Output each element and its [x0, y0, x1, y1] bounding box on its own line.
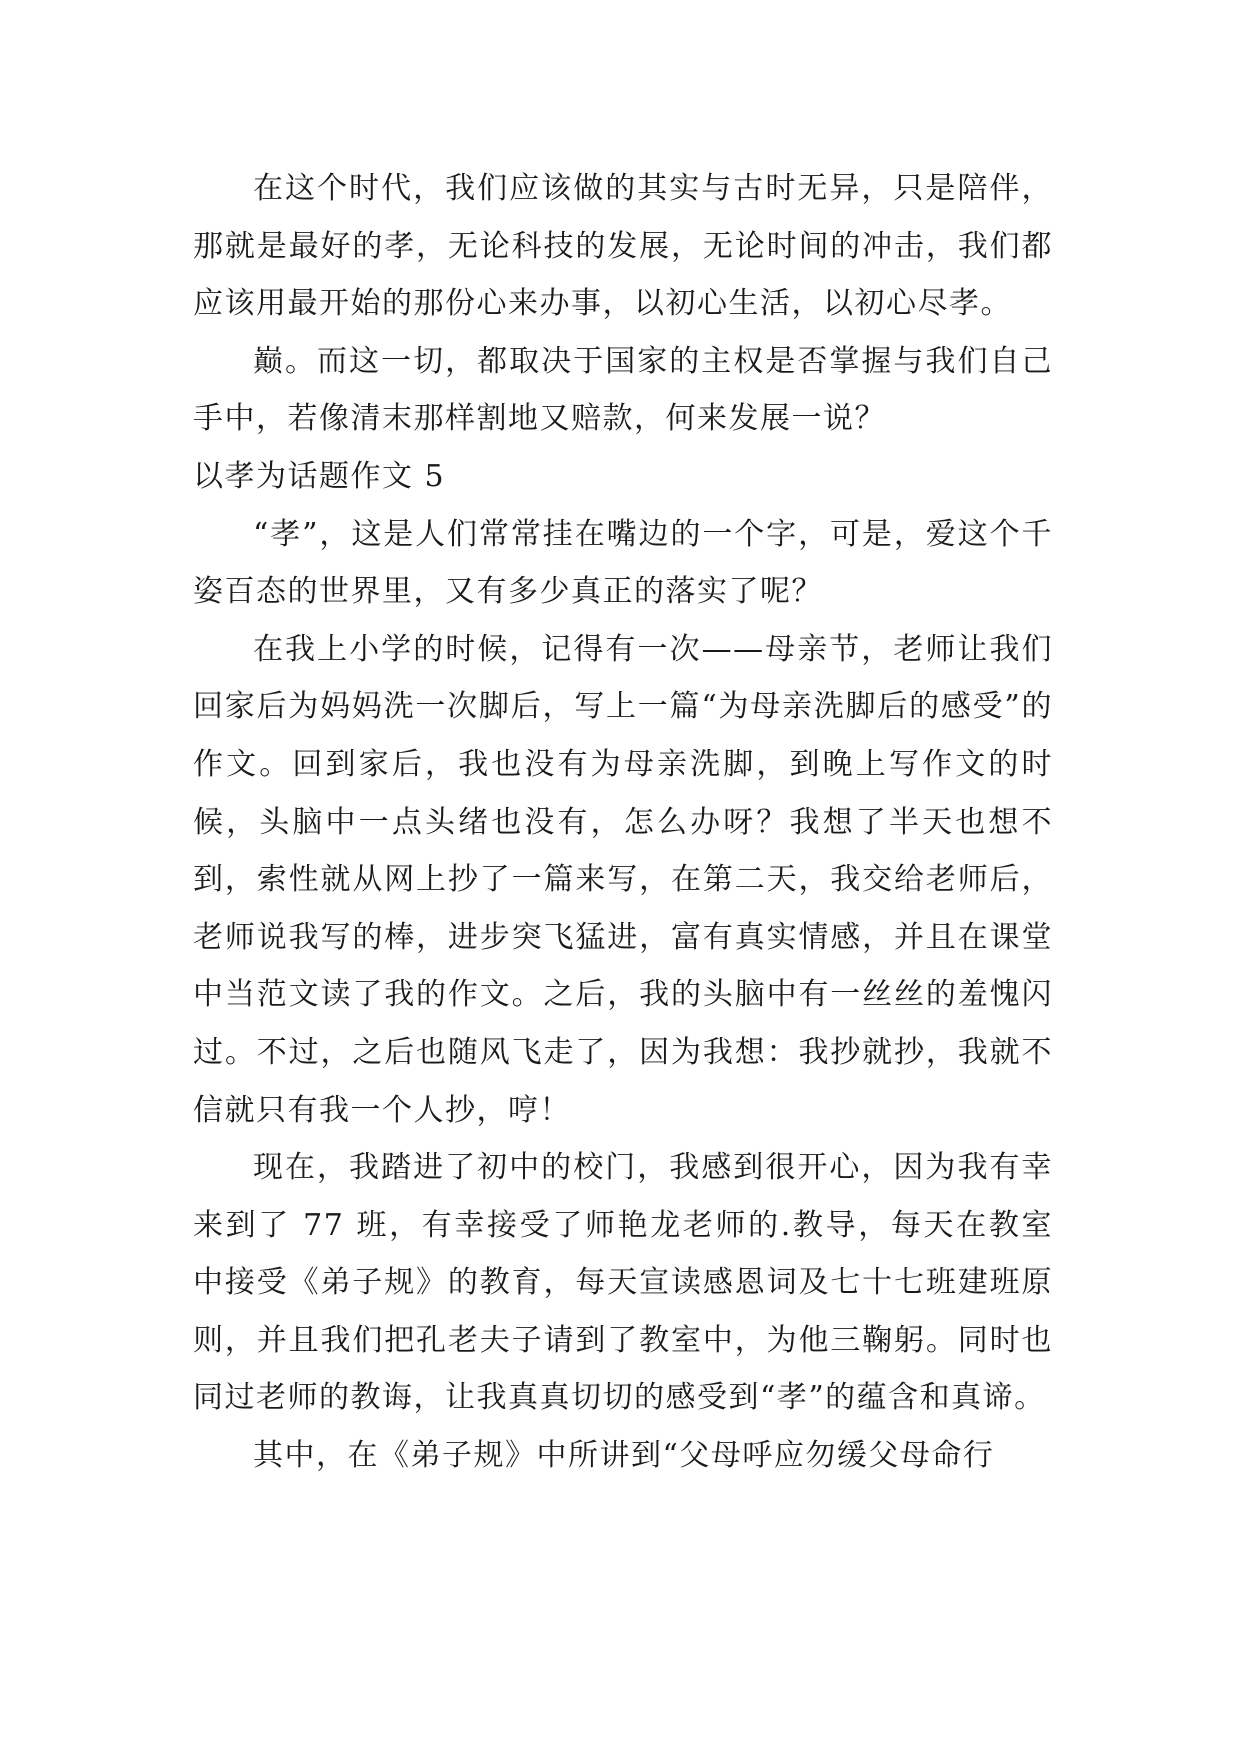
paragraph-1: 在这个时代，我们应该做的其实与古时无异，只是陪伴，那就是最好的孝，无论科技的发展，无论时间的冲击，我们都应该用最开始的那份心来办事，以初心生活，以初心尽孝。	[193, 171, 1053, 322]
document-body	[193, 160, 1053, 1485]
paragraph-6: 其中，在《弟子规》中所讲到“父母呼应勿缓父母命行	[253, 1438, 995, 1474]
paragraph-4: 在我上小学的时候，记得有一次——母亲节，老师让我们回家后为妈妈洗一次脚后，写上一篇“为母亲洗脚后的感受”的作文。回到家后，我也没有为母亲洗脚，到晚上写作文的时候，头脑中一点头绪也没有，怎么办呀？我想了半天也想不到，索性就从网上抄了一篇来写，在第二天，我交给老师后，老师说我写的棒，进步突飞猛进，富有真实情感，并且在课堂中当范文读了我的作文。之后，我的头脑中有一丝丝的羞愧闪过。不过，之后也随风飞走了，因为我想：我抄就抄，我就不信就只有我一个人抄，哼！	[193, 631, 1053, 1128]
section-heading: 以孝为话题作文 5	[193, 458, 446, 494]
paragraph-5: 现在，我踏进了初中的校门，我感到很开心，因为我有幸来到了 77 班，有幸接受了师艳龙老师的.教导，每天在教室中接受《弟子规》的教育，每天宣读感恩词及七十七班建班原则，并且我们把孔老夫子请到了教室中，为他三鞠躬。同时也同过老师的教诲，让我真真切切的感受到“孝”的蕴含和真谛。	[193, 1150, 1053, 1416]
paragraph-3: “孝”，这是人们常常挂在嘴边的一个字，可是，爱这个千姿百态的世界里，又有多少真正的落实了呢？	[193, 516, 1053, 610]
paragraph-2: 巅。而这一切，都取决于国家的主权是否掌握与我们自己手中，若像清末那样割地又赔款，何来发展一说？	[193, 343, 1053, 437]
